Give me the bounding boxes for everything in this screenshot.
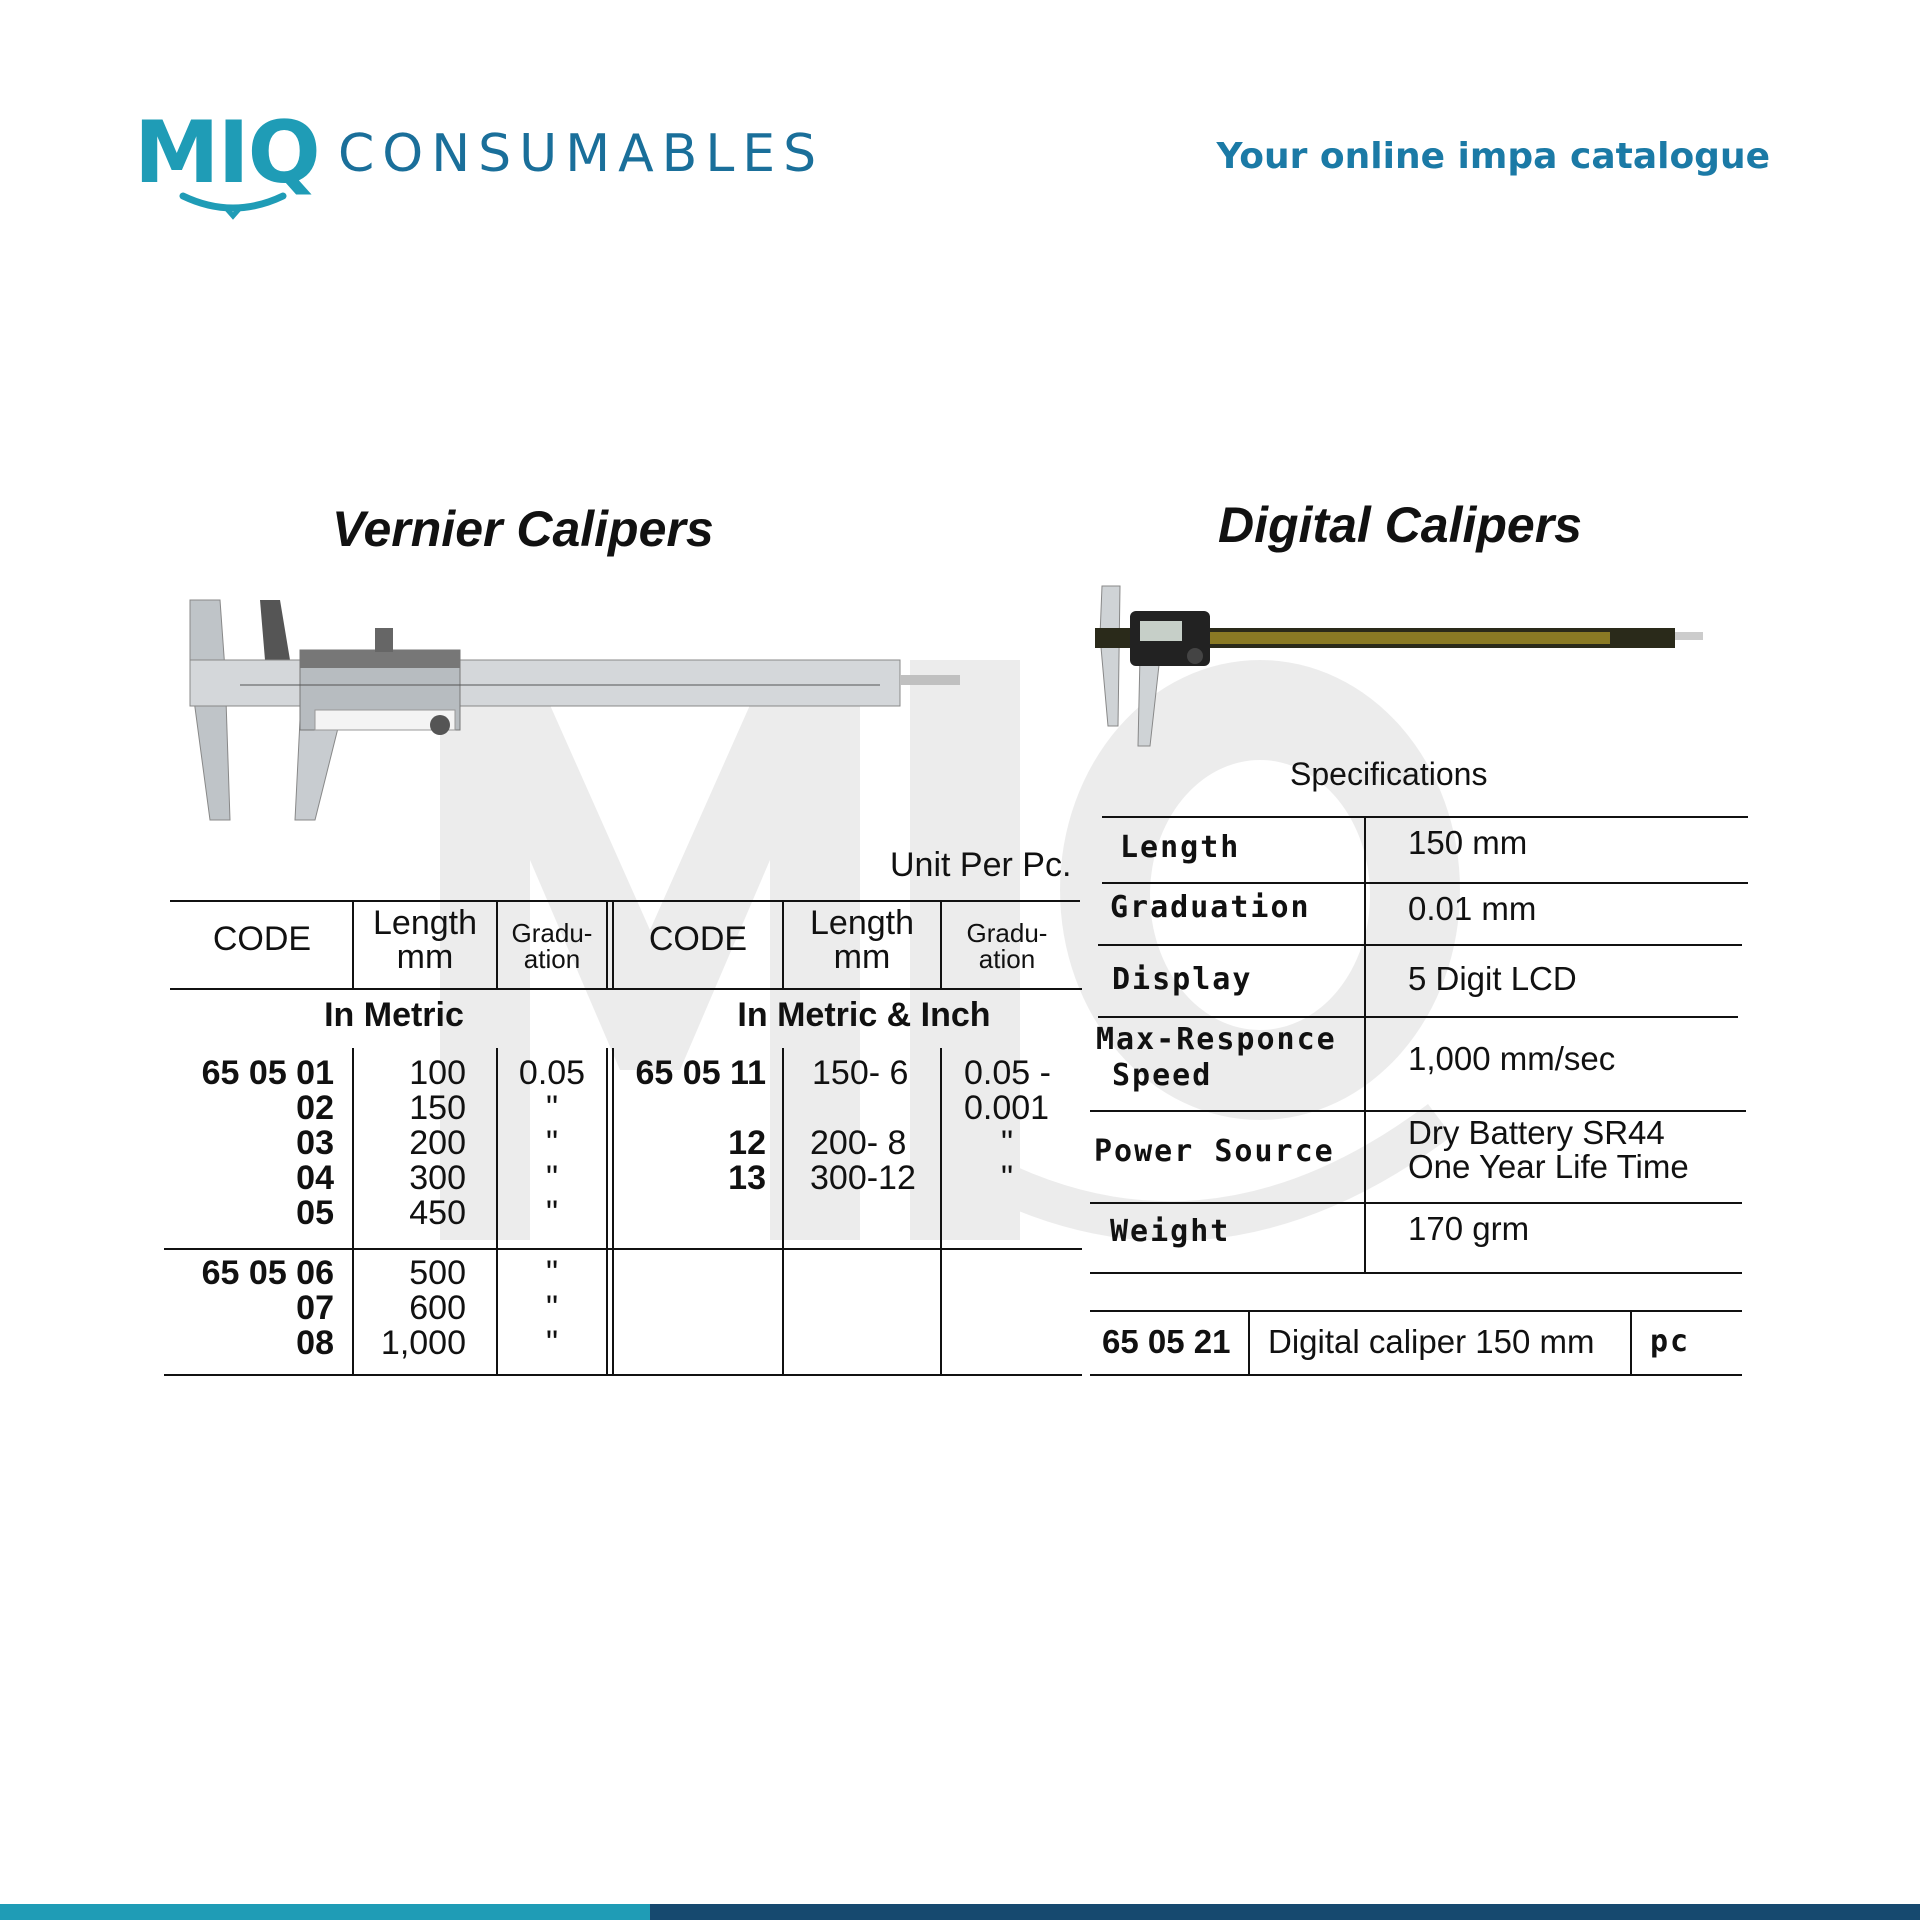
vernier-title: Vernier Calipers [332,501,714,557]
spec-value: 0.01 mm [1408,890,1537,927]
col-header-code: CODE [212,920,312,958]
footer-bar [0,1904,1920,1920]
row-graduation: " [1000,1159,1014,1197]
spec-value: 1,000 mm/sec [1408,1040,1616,1077]
col-header-graduation-2: ation [523,944,581,974]
order-code: 65 05 21 [1102,1323,1231,1360]
logo-smile-icon [178,190,288,220]
spec-label-line-2: Speed [1112,1058,1213,1093]
spec-value: 5 Digit LCD [1408,960,1577,997]
footer-bar-navy [650,1904,1920,1920]
row-length: 150 [409,1089,466,1127]
col-header-length: Length [373,904,477,942]
spec-label: Length [1120,830,1241,865]
row-graduation: " [545,1289,559,1327]
vernier-caliper-image [180,590,960,830]
row-length: 300-12 [810,1159,916,1197]
vernier-table [164,900,1084,1380]
row-length: 150- 6 [812,1054,909,1092]
row-code: 08 [296,1324,334,1362]
row-length: 100 [409,1054,466,1092]
col-header-code-2: CODE [648,920,748,958]
logo-wordmark: CONSUMABLES [338,124,825,184]
row-graduation: " [545,1324,559,1362]
row-length: 500 [409,1254,466,1292]
row-graduation: 0.05 [518,1054,586,1092]
unit-per-label: Unit Per Pc. [890,846,1072,884]
row-length: 600 [409,1289,466,1327]
row-code: 65 05 01 [201,1054,334,1092]
row-code: 12 [728,1124,766,1162]
footer-bar-teal [0,1904,650,1920]
row-code: 05 [296,1194,334,1232]
row-graduation: " [545,1089,559,1127]
spec-label: Power Source [1094,1134,1335,1169]
spec-label: Graduation [1110,890,1311,925]
section-in-metric-inch: In Metric & Inch [737,996,991,1034]
row-length: 450 [409,1194,466,1232]
spec-value: 150 mm [1408,824,1528,861]
col-header-length-unit: mm [396,938,454,976]
row-length: 200 [409,1124,466,1162]
row-graduation: 0.001 [964,1089,1050,1127]
spec-label: Weight [1110,1214,1231,1249]
spec-label: Max-Responce [1096,1022,1337,1057]
row-code: 65 05 06 [201,1254,334,1292]
section-in-metric: In Metric [324,996,464,1034]
logo-mark-text: MIQ [134,103,319,203]
row-code: 07 [296,1289,334,1327]
row-graduation: " [545,1124,559,1162]
col-header-length-unit-2: mm [833,938,891,976]
row-graduation: " [545,1159,559,1197]
spec-value: 170 grm [1408,1210,1530,1247]
row-code: 65 05 11 [635,1054,766,1092]
row-code: 04 [296,1159,334,1197]
row-length: 1,000 [380,1324,466,1362]
row-graduation: " [1000,1124,1014,1162]
row-graduation: " [545,1254,559,1292]
row-length: 200- 8 [810,1124,907,1162]
tagline: Your online impa catalogue [1216,136,1770,177]
col-header-graduation: Gradu- [511,918,593,948]
col-header-graduation-3: Gradu- [966,918,1048,948]
logo-mark [134,103,319,218]
specifications-table [1090,816,1760,1376]
row-length: 300 [409,1159,466,1197]
digital-caliper-image [1090,576,1710,756]
spec-label: Display [1112,962,1253,997]
col-header-graduation-4: ation [978,944,1036,974]
order-description: Digital caliper 150 mm [1268,1323,1595,1360]
col-header-length-2: Length [810,904,914,942]
row-code: 13 [728,1159,766,1197]
order-unit: pc [1650,1324,1691,1359]
digital-title: Digital Calipers [1218,497,1582,553]
row-code: 02 [296,1089,334,1127]
spec-value-line-2: One Year Life Time [1408,1148,1689,1185]
row-code: 03 [296,1124,334,1162]
spec-value: Dry Battery SR44 [1408,1114,1665,1151]
specifications-title: Specifications [1290,756,1488,792]
row-graduation: 0.05 - [964,1054,1051,1092]
row-graduation: " [545,1194,559,1232]
